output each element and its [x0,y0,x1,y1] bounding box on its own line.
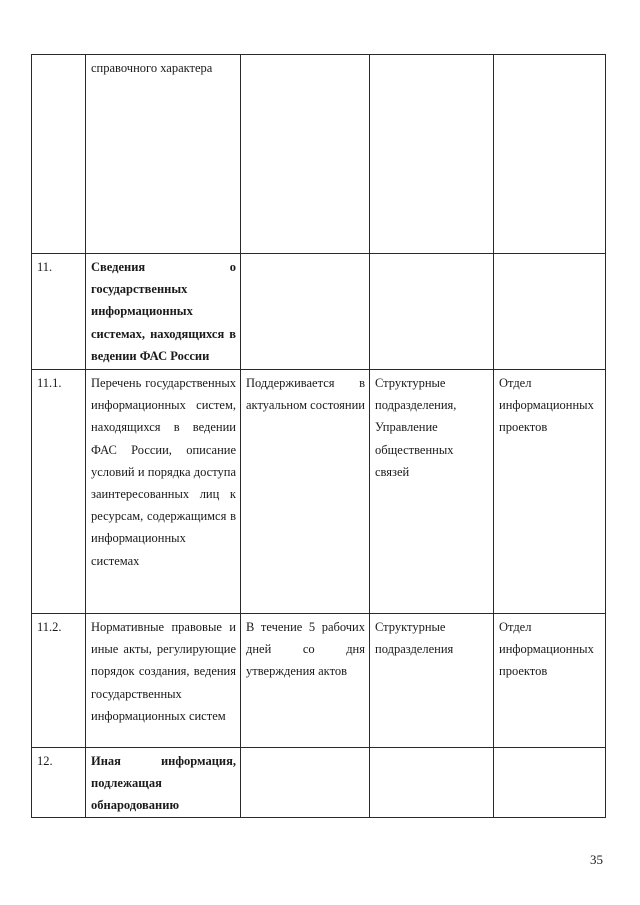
row-period: Поддерживается в актуальном состоянии [241,370,370,614]
table-row [32,614,606,748]
row-period [241,55,370,254]
row-name: Иная информация, подлежащая обнародованию [86,748,241,818]
row-executor: Отдел информационных проектов [494,614,606,748]
row-name: Нормативные правовые и иные акты, регулирующие порядок создания, ведения государственных информационных систем [86,614,241,748]
row-responsible [370,748,494,818]
table-row [32,748,606,818]
row-number: 11. [32,254,86,370]
row-name: Перечень государственных информационных систем, находящихся в ведении ФАС России, описание условий и порядка доступа заинтересованных лиц к ресурсам, содержащимся в информационных системах [86,370,241,614]
document-table [31,54,606,818]
row-executor [494,55,606,254]
row-period [241,254,370,370]
row-period [241,748,370,818]
row-executor: Отдел информационных проектов [494,370,606,614]
row-number: 11.2. [32,614,86,748]
row-responsible [370,254,494,370]
row-name: справочного характера [86,55,241,254]
row-responsible: Структурные подразделения [370,614,494,748]
row-number: 12. [32,748,86,818]
table-row [32,254,606,370]
row-responsible [370,55,494,254]
row-executor [494,254,606,370]
row-number [32,55,86,254]
row-number: 11.1. [32,370,86,614]
row-responsible: Структурные подразделения, Управление общественных связей [370,370,494,614]
row-name: Сведения о государственных информационных системах, находящихся в ведении ФАС России [86,254,241,370]
table-row [32,55,606,254]
row-period: В течение 5 рабочих дней со дня утверждения актов [241,614,370,748]
table-row [32,370,606,614]
page-number: 35 [590,852,603,867]
row-executor [494,748,606,818]
